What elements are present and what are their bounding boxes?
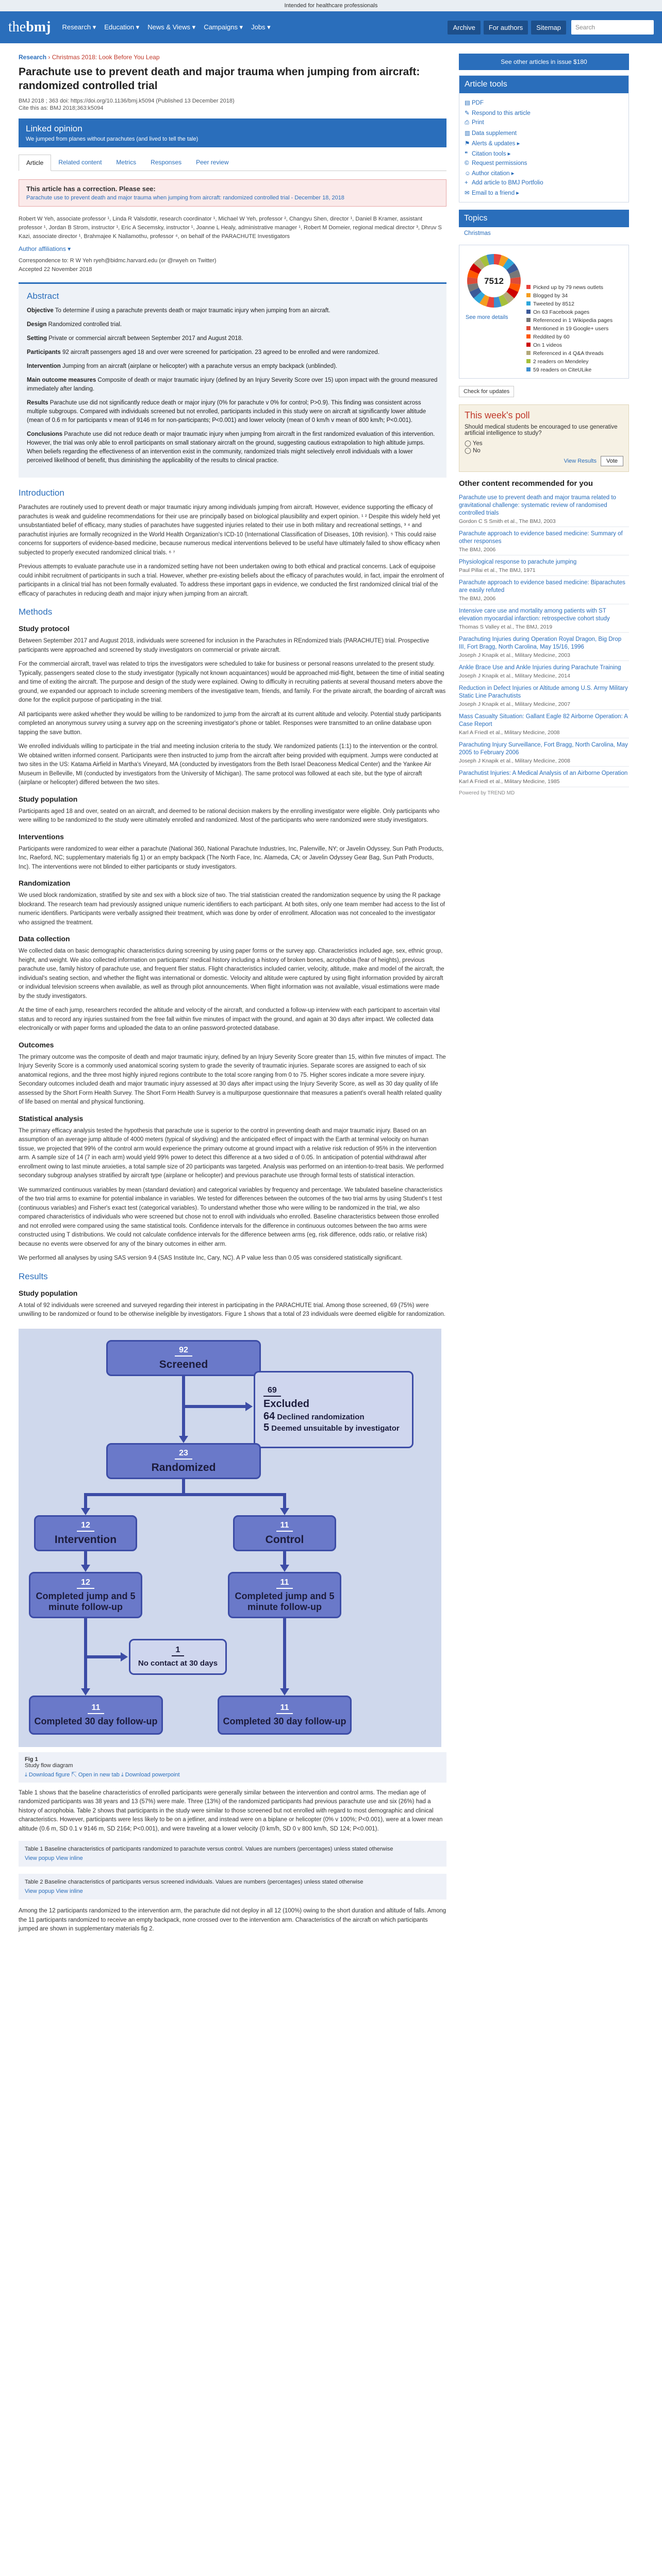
swatch (526, 367, 531, 371)
flow-connector (84, 1618, 87, 1690)
altmetric-score: 7512 (484, 276, 504, 286)
recommended-item-meta: Joseph J Knapik et al., Military Medicine, 2008 (459, 758, 629, 767)
quote-icon: ❝ (465, 151, 468, 157)
article-title: Parachute use to prevent death and major trauma when jumping from aircraft: randomized controlled trial (19, 66, 420, 92)
figure-caption: Fig 1 Study flow diagram ⤓ Download figure ⇱ Open in new tab ⤓ Download powerpoint (19, 1752, 446, 1783)
flow-arrow (81, 1565, 90, 1572)
altmetric-list (526, 283, 613, 374)
tool-portfolio[interactable]: + Add article to BMJ Portfolio (465, 180, 543, 186)
altmetric-box (459, 245, 629, 379)
methods-paragraph: The primary efficacy analysis tested the hypothesis that parachute use is superior to the control in preventing death and major traumatic injury. Based on an assumption of an average jump altitude of 4000 meters (typical of skydiving) and the anticipated effect of impact with the Earth at terminal velocity on human tissue, we projected that 99% of the control arm would experience the primary outcome at ground impact with a relative risk reduction of 95% in the intervention arm. A sample size of 14 (7 in each arm) would yield 99% power to detect this difference at a two sided α of 0.05. In anticipation of potential withdrawal after enrollment owing to last minute anxieties, a total sample size of 20 participants was targeted. Analysis was performed on an intention-to-treat basis. We performed secondary subgroup analyses stratified by aircraft type (airplane or helicopter) and previous parachute use through formal tests of statistical interaction. (19, 1127, 444, 1179)
linked-text[interactable]: We jumped from planes without parachutes (and lived to tell the tale) (26, 136, 198, 142)
outcomes-heading: Outcomes (19, 1040, 54, 1049)
nav-research[interactable]: Research ▾ (62, 23, 96, 31)
results-paragraph: Table 1 shows that the baseline characteristics of enrolled participants were generally similar between the intervention and control arms. The median age of randomized participants was 38 years and 13 (57%) were male. Three (13%) of the randomized participants had previous parachute use and six (26%) had a history of acrophobia. Table 2 shows that participants in the study were similar to those screened but not enrolled with regard to most demographic and clinical characteristics. However, participants were less likely to be on a jetliner, and instead were on a biplane or helicopter (0% v 100%; P<0.001), were at a lower mean altitude (0.6 m, SD 0.1 v 9146 m, SD 2164; P<0.001), and were traveling at a lower velocity (0 km/h, SD 0 v 800 km/h, SD 124; P<0.001). (19, 1789, 443, 1832)
abstract-setting: Setting Private or commercial aircraft between September 2017 and August 2018. (27, 335, 243, 342)
check-updates-button[interactable]: Check for updates (459, 386, 514, 397)
plus-icon: + (465, 180, 468, 186)
tab-metrics[interactable]: Metrics (116, 159, 137, 166)
poll-heading: This week's poll (465, 410, 530, 420)
flow-arrow (280, 1565, 289, 1572)
breadcrumb-issue[interactable]: Christmas 2018: Look Before You Leap (52, 54, 160, 61)
nav-campaigns[interactable]: Campaigns ▾ (204, 23, 243, 31)
tool-permissions[interactable]: © Request permissions (465, 160, 527, 166)
recommended-content (459, 479, 629, 796)
tool-alerts[interactable]: ⚑ Alerts & updates ▸ (465, 141, 520, 147)
recommended-item-meta: Karl A Friedl et al., Military Medicine, 2008 (459, 730, 629, 738)
correction-notice (19, 179, 446, 207)
methods-paragraph: We collected data on basic demographic characteristics during screening by using paper forms or the survey app. Characteristics included age, sex, ethnic group, height, and weight. We also collected information on participants' medical history including a history of broken bones, acrophobia (fear of heights), previous parachute use, family history of parachute use, and frequent flier status. Flight characteristics included carrier, velocity, altitude, make and model of the aircraft, the individual's seating section, and whether the flight was international or domestic. Velocity and altitude were captured by using flight information provided by aircraft or individual television screens when available, as well as through pilot announcements. When flight information was not available, visual estimations were made by the study investigators. (19, 948, 444, 999)
methods-paragraph: For the commercial aircraft, travel was related to trips the investigators were scheduled to take for business or personal reasons unrelated to the present study. Typically, passengers seated close to the study investigator (typically not known acquaintances) would be approached mid-flight, between the time of initial seating and time of exiting the aircraft. The purpose and design of the study were explained. Owing to difficulty in recruiting patients at several thousand meters above the ground, we expanded our approach to include screening members of the investigative team, friends, and family. For the private aircraft, the boarding of aircraft was done for the explicit purpose of participating in the trial. (19, 661, 446, 703)
altmetric-details-link[interactable]: See more details (466, 314, 508, 320)
methods-paragraph: Participants aged 18 and over, seated on an aircraft, and deemed to be rational decision makers by the enrolling investigator were eligible. Only participants who were willing to be randomized to the study were ultimately enrolled and randomized. Most of the participants who were randomized were study investigators. (19, 808, 440, 823)
breadcrumb: Research › Christmas 2018: Look Before You Leap (19, 54, 160, 61)
recommended-item-meta: The BMJ, 2006 (459, 547, 629, 555)
statistical-analysis-heading: Statistical analysis (19, 1114, 84, 1123)
flow-arrow (280, 1508, 289, 1515)
altmetric-donut[interactable] (466, 252, 522, 309)
results-heading: Results (19, 1271, 48, 1281)
altmetric-row: 2 readers on Mendeley (526, 358, 613, 366)
citation-line: BMJ 2018 ; 363 doi: https://doi.org/10.1136/bmj.k5094 (Published 13 December 2018) (19, 98, 235, 104)
flow-control-30day: 11 Completed 30 day follow-up (218, 1696, 352, 1735)
article-tools (459, 75, 629, 202)
results-paragraph: A total of 92 individuals were screened and surveyed regarding their interest in participating in the PARACHUTE trial. Among those screened, 69 (75%) were unwilling to be randomized or found to be otherwise ineligible by investigators. Figure 1 shows that a total of 23 individuals were deemed eligible for randomization. (19, 1302, 445, 1317)
accepted-date: Accepted 22 November 2018 (19, 266, 92, 273)
subscribe-button[interactable]: See other articles in issue $180 (459, 54, 629, 70)
recommended-item-meta: Gordon C S Smith et al., The BMJ, 2003 (459, 518, 629, 527)
flow-intervention-jump: 12 Completed jump and 5 minute follow-up (29, 1572, 142, 1618)
table-1-box (19, 1841, 446, 1867)
methods-paragraph: The primary outcome was the composite of death and major traumatic injury, defined by an Injury Severity Score greater than 15, within five minutes of impact. The Injury Severity Score is a commonly used anatomical scoring system to grade the severity of traumatic injuries. Separate scores are assigned to each of six anatomical regions, and the three most highly injured regions contribute to the total score ranging from 0 to 75. Higher scores indicate a more severe injury. Secondary outcomes included death and major traumatic injury assessed at 30 days after impact using the Injury Severity Score, as well as 30 day quality of life assessed by the Short Form Health Survey. The Short Form Health Survey is a multipurpose questionnaire that measures a patient's overall health related quality of life based on mental and physical functioning. (19, 1054, 446, 1105)
flow-control-jump: 11 Completed jump and 5 minute follow-up (228, 1572, 341, 1618)
altmetric-row: On 63 Facebook pages (526, 308, 613, 316)
recommended-item-meta: Karl A Friedl et al., Military Medicine, 1985 (459, 778, 629, 787)
recommended-item-title[interactable]: Parachute approach to evidence based medicine: Biparachutes are easily refuted (459, 580, 625, 594)
intro-paragraph: Previous attempts to evaluate parachute use in a randomized setting have not been undertaken owing to both ethical and practical concerns. Lack of equipoise could inhibit recruitment of participants in such a trial. However, whether pre-existing beliefs about the efficacy of parachutes would, in fact, impair the enrolment of participants in a clinical trial has not been formally evaluated. To address these important gaps in evidence, we conducted the first randomized clinical trial of the efficacy of parachutes in reducing death and major injury when jumping from an aircraft. (19, 564, 444, 597)
flow-connector (185, 1405, 246, 1408)
altmetric-row: Blogged by 34 (526, 292, 613, 300)
altmetric-row: Reddited by 60 (526, 333, 613, 341)
search-input[interactable]: Search (571, 20, 654, 35)
recommended-heading: Other content recommended for you (459, 479, 593, 488)
flag-icon: ⚑ (465, 141, 470, 147)
flow-screened: 92 Screened (106, 1340, 261, 1376)
linked-opinion-banner[interactable] (19, 118, 446, 147)
copyright-icon: © (465, 160, 469, 166)
poll-option-no[interactable]: ◯ No (465, 448, 481, 454)
introduction-heading: Introduction (19, 488, 64, 498)
recommended-item-title[interactable]: Physiological response to parachute jumping (459, 559, 577, 565)
correspondence: Correspondence to: R W Yeh ryeh@bidmc.harvard.edu (or @rwyeh on Twitter) (19, 258, 217, 264)
abstract-design: Design Randomized controlled trial. (27, 321, 122, 328)
linked-heading: Linked opinion (26, 124, 82, 133)
altmetric-row: Referenced in 1 Wikipedia pages (526, 316, 613, 325)
methods-paragraph: Between September 2017 and August 2018, individuals were screened for inclusion in the Parachutes in REndomized trials (PARACHUTE) trial. Prospective participants were approached and screened by study investigators on commercial or private aircraft. (19, 638, 429, 653)
vote-button[interactable]: Vote (601, 456, 623, 466)
article-tabs (19, 155, 446, 171)
recommended-item-title[interactable]: Parachuting Injury Surveillance, Fort Bragg, North Carolina, May 2005 to February 2006 (459, 742, 628, 756)
methods-paragraph: Participants were randomized to wear either a parachute (National 360, National Parachute Industries, Inc, Palenville, NY; or Javelin Odyssey, Sun Path Products, Inc, Raeford, NC; supplementary materials fig 1) or an empty backpack (The North Face, Inc. Alameda, CA; or Javelin Odyssey Gear Bag, Sun Path Products, Inc). The interventions were not blinded to either participants or study investigators. (19, 845, 444, 870)
flow-intervention-30day: 11 Completed 30 day follow-up (29, 1696, 163, 1735)
study-protocol-heading: Study protocol (19, 624, 70, 633)
correction-heading: This article has a correction. Please see: (26, 185, 156, 193)
table-1-caption: Table 1 Baseline characteristics of participants randomized to parachute versus control. Values are numbers (percentages) unless stated otherwise (25, 1846, 393, 1852)
flow-arrow (245, 1402, 253, 1411)
results-paragraph: Among the 12 participants randomized to the intervention arm, the parachute did not deploy in all 12 (100%) owing to the short duration and altitude of falls. Among the 11 participants randomized to receive an empty backpack, none crossed over to the intervention arm. Characteristics of the aircraft on which participants jumped are shown in supplementary materials fig 2. (19, 1908, 446, 1932)
archive-button[interactable]: Archive (448, 21, 480, 35)
breadcrumb-section[interactable]: Research (19, 54, 47, 61)
topics-heading: Topics (459, 210, 629, 227)
abstract-conclusions: Conclusions Parachute use did not reduce death or major traumatic injury when jumping from aircraft in the first randomized evaluation of this intervention. However, the trial was only able to enroll participants on small stationary aircraft on the ground, suggesting cautious extrapolation to high altitude jumps. When beliefs regarding the effectiveness of an intervention exist in the community, randomized trials might selectively enroll individuals with a lower perceived likelihood of benefit, thus diminishing the applicability of the results to clinical practice. (27, 431, 435, 464)
swatch (526, 293, 531, 297)
flow-connector (87, 1655, 121, 1658)
altmetric-row: 59 readers on CiteULike (526, 366, 613, 374)
swatch (526, 310, 531, 314)
methods-paragraph: We performed all analyses by using SAS version 9.4 (SAS Institute Inc, Cary, NC). A P value less than 0.05 was considered statistically significant. (19, 1255, 403, 1261)
tool-citation[interactable]: ❝ Citation tools ▸ (465, 151, 511, 157)
flow-no-contact: 1 No contact at 30 days (129, 1639, 227, 1675)
abstract-results: Results Parachute use did not significantly reduce death or major injury (0% for parachute v 0% for control; P>0.9). This finding was consistent across multiple subgroups. Compared with individuals screened but not enrolled, participants included in this study were on aircraft at significantly lower altitude (mean of 0.6 m for participants v mean of 9146 m for non-participants; P<0.001) and lower velocity (mean of 0 km/h v mean of 800 km/h; P<0.001). (27, 400, 426, 423)
swatch (526, 318, 531, 322)
swatch (526, 285, 531, 289)
swatch (526, 301, 531, 306)
interventions-heading: Interventions (19, 832, 64, 841)
data-icon: ▥ (465, 130, 470, 137)
study-population-heading: Study population (19, 794, 78, 803)
flow-intervention-arm: 12 Intervention (34, 1515, 137, 1551)
tab-related-content[interactable]: Related content (58, 159, 102, 166)
swatch (526, 359, 531, 363)
weekly-poll (459, 404, 629, 472)
data-collection-heading: Data collection (19, 935, 70, 943)
methods-paragraph: All participants were asked whether they would be willing to be randomized to jump from the aircraft at its current altitude and velocity. Potential study participants completed an anonymous survey using a survey app on the screening investigator's phone or tablet. Responses were transmitted to an online database upon tapping the save button. (19, 711, 441, 736)
nav-news-views[interactable]: News & Views ▾ (147, 23, 196, 31)
altmetric-row: Referenced in 4 Q&A threads (526, 349, 613, 358)
randomization-heading: Randomization (19, 879, 71, 887)
methods-paragraph: We enrolled individuals willing to participate in the trial and meeting inclusion criteria to the study. We randomized patients (1:1) to the intervention or the control. We obtained written informed consent. Participants were then instructed to jump from the aircraft after being provided with equipment. Jumps were conducted at two sites in the US: Katama Airfield in Martha's Vineyard, MA (conducted by investigators from the Beth Israel Deaconess Medical Center) and the Yankee Air Museum in Belleville, MI (conducted by investigators from the University of Michigan). The same protocol was followed at each site, but the type of aircraft (airplane or helicopter) differed between the two sites. (19, 743, 438, 786)
flow-diagram-figure (19, 1329, 441, 1747)
methods-paragraph: We used block randomization, stratified by site and sex with a block size of two. The trial statistician created the randomization sequence by using the R package blockrand. The research team had previously assigned unique numeric identifiers to each participant. At both sites, only one team member had access to the list of numeric identifiers. Participants were verbally assigned their treatment, which was done by order of enrollment. Allocation was not concealed to the investigator who assigned the treatment. (19, 892, 445, 926)
flow-connector (84, 1493, 286, 1496)
cite-as: Cite this as: BMJ 2018;363:k5094 (19, 105, 104, 111)
flow-connector (182, 1479, 185, 1495)
tool-data-supplement[interactable]: ▥ Data supplement (465, 130, 517, 137)
recommended-item-title[interactable]: Mass Casualty Situation: Gallant Eagle 82 Airborne Operation: A Case Report (459, 714, 628, 727)
intro-paragraph: Parachutes are routinely used to prevent death or major traumatic injury among individuals jumping from aircraft. However, evidence supporting the efficacy of parachutes is weak and guideline recommendations for their use are principally based on biological plausibility and expert opinion. ¹ ² Despite this widely held yet unsubstantiated belief of efficacy, many studies of parachutes have suggested injuries related to their use in both military and recreational settings, ³ ⁴ and parachutist injuries are formally recognized in the World Health Organization's ICD-10 (International Classification of Diseases, 10th revision). ⁵ This could raise concerns for supporters of evidence-based medicine, because numerous medical interventions believed to be useful have ultimately failed to show efficacy when subjected to properly executed randomized clinical trials. ⁶ ⁷ (19, 504, 440, 556)
article-main (19, 54, 446, 1939)
flow-connector (283, 1618, 286, 1690)
tool-pdf[interactable]: ▤ PDF (465, 100, 484, 106)
author-list: Robert W Yeh, associate professor ¹, Linda R Valsdottir, research coordinator ¹, Michael W Yeh, professor ², Changyu Shen, director ¹, Daniel B Kramer, assistant professor ¹, Jordan B Strom, instructor ¹, Eric A Secemsky, instructor ¹, Joanne L Healy, administrative manager ¹, Robert M Domeier, regional medical director ³, Dhruv S Kazi, associate director ¹, Brahmajee K Nallamothu, professor ⁴, on behalf of the PARACHUTE Investigators (19, 216, 442, 240)
flow-arrow (280, 1688, 289, 1696)
recommended-item-title[interactable]: Intensive care use and mortality among patients with ST elevation myocardial infarction: retrospective cohort study (459, 608, 610, 622)
altmetric-row: On 1 videos (526, 341, 613, 349)
tab-peer-review[interactable]: Peer review (196, 159, 229, 166)
trendmd-credit: Powered by TREND MD (459, 790, 515, 796)
methods-paragraph: We summarized continuous variables by mean (standard deviation) and categorical variables by frequency and percentage. We tabulated baseline characteristics of the two trial arms to examine for potential imbalance in variables. We tested for differences between the outcomes of the two trial arms by using Student's t test (continuous variables) and Fisher's exact test (categorical variables). To understand whether those who were willing to be randomized in the trial, we also compared characteristics of individuals who were screened but chose not to enroll with individuals who enrolled. Baseline characteristics between those enrolled and not enrolled were compared using the same statistical tools. Confidence intervals for the difference in continuous outcomes between the two arms were constructed using T distributions. We could not calculate confidence intervals for the difference between arms (eg, risk difference, odds ratio, or relative risk) because no events were observed for any of the binary outcomes in either arm. (19, 1187, 443, 1247)
recommended-item-title[interactable]: Reduction in Defect Injuries or Altitude among U.S. Army Military Static Line Parachutists (459, 685, 628, 699)
poll-option-yes[interactable]: ◯ Yes (465, 440, 483, 447)
swatch (526, 343, 531, 347)
tool-respond[interactable]: ✎ Respond to this article (465, 110, 531, 116)
abstract-participants: Participants 92 aircraft passengers aged 18 and over were screened for participation. 23 agreed to be enrolled and were randomized. (27, 349, 380, 355)
sidebar (459, 54, 629, 1939)
nav-education[interactable]: Education ▾ (104, 23, 140, 31)
author-affiliations-toggle[interactable]: Author affiliations ▾ (19, 245, 71, 252)
recommended-item-meta: Thomas S Valley et al., The BMJ, 2019 (459, 624, 629, 633)
bmj-logo[interactable]: thebmj (8, 19, 51, 35)
abstract-objective: Objective To determine if using a parachute prevents death or major traumatic injury when jumping from an aircraft. (27, 308, 330, 314)
altmetric-row: Mentioned in 19 Google+ users (526, 325, 613, 333)
flow-arrow (81, 1508, 90, 1515)
view-results-link[interactable]: View Results (564, 458, 597, 464)
print-icon: ⎙ (465, 120, 470, 126)
for-authors-button[interactable]: For authors (484, 21, 528, 35)
figure-download-links[interactable]: ⤓ Download figure ⇱ Open in new tab ⤓ Download powerpoint (25, 1771, 180, 1778)
recommended-item-title[interactable]: Parachutist Injuries: A Medical Analysis of an Airborne Operation (459, 770, 628, 776)
table-2-links[interactable]: View popup View inline (25, 1888, 83, 1894)
recommended-item-title[interactable]: Parachute use to prevent death and major trauma related to gravitational challenge: systematic review of randomised controlled trials (459, 495, 616, 516)
recommended-item-meta: Joseph J Knapik et al., Military Medicine, 2014 (459, 673, 629, 682)
swatch (526, 326, 531, 330)
table-1-links[interactable]: View popup View inline (25, 1855, 83, 1861)
flow-diagram (29, 1340, 431, 1742)
abstract-intervention: Intervention Jumping from an aircraft (airplane or helicopter) with a parachute versus an empty backpack (unblinded). (27, 363, 338, 369)
nav-jobs[interactable]: Jobs ▾ (251, 23, 271, 31)
swatch (526, 351, 531, 355)
mail-icon: ✉ (465, 190, 470, 196)
flow-excluded: 69 Excluded 64 Declined randomization 5 Deemed unsuitable by investigator (254, 1371, 413, 1448)
table-2-box (19, 1874, 446, 1900)
recommended-item-meta: The BMJ, 2006 (459, 596, 629, 604)
altmetric-row: Tweeted by 8512 (526, 300, 613, 308)
tool-author-citation[interactable]: ☺ Author citation ▸ (465, 171, 515, 177)
recommended-item-title[interactable]: Ankle Brace Use and Ankle Injuries during Parachute Training (459, 665, 621, 671)
article-tools-heading: Article tools (459, 76, 628, 93)
professional-notice: Intended for healthcare professionals (0, 0, 662, 11)
methods-heading: Methods (19, 607, 53, 617)
sitemap-button[interactable]: Sitemap (531, 21, 566, 35)
abstract-heading: Abstract (27, 291, 59, 301)
pdf-icon: ▤ (465, 100, 470, 106)
abstract-outcomes: Main outcome measures Composite of death or major traumatic injury (defined by an Injury Severity Score over 15) upon impact with the ground measured immediately after landing. (27, 377, 438, 392)
tool-print[interactable]: ⎙ Print (465, 120, 484, 126)
recommended-item-meta: Joseph J Knapik et al., Military Medicine, 2007 (459, 701, 629, 710)
abstract (19, 282, 446, 478)
recommended-item-meta: Paul Pillai et al., The BMJ, 1971 (459, 567, 629, 576)
swatch (526, 334, 531, 338)
flow-arrow (179, 1436, 188, 1443)
tab-article[interactable]: Article (19, 155, 51, 171)
topic-christmas[interactable]: Christmas (464, 230, 491, 236)
recommended-item-title[interactable]: Parachuting Injuries during Operation Royal Dragon, Big Drop III, Fort Bragg, North Carolina, May 15/16, 1996 (459, 636, 622, 650)
poll-question: Should medical students be encouraged to use generative artificial intelligence to study? (465, 424, 618, 436)
results-population-heading: Study population (19, 1289, 78, 1297)
flow-control-arm: 11 Control (233, 1515, 336, 1551)
correction-link[interactable]: Parachute use to prevent death and major trauma when jumping from aircraft: randomized controlled trial - December 18, 2018 (26, 195, 344, 201)
pencil-icon: ✎ (465, 110, 470, 116)
table-2-caption: Table 2 Baseline characteristics of participants versus screened individuals. Values are numbers (percentages) unless stated otherwise (25, 1879, 363, 1885)
tool-email[interactable]: ✉ Email to a friend ▸ (465, 190, 520, 196)
recommended-item-title[interactable]: Parachute approach to evidence based medicine: Summary of other responses (459, 531, 623, 545)
user-icon: ☺ (465, 171, 471, 177)
tab-responses[interactable]: Responses (151, 159, 182, 166)
recommended-item-meta: Joseph J Knapik et al., Military Medicine, 2003 (459, 652, 629, 661)
methods-paragraph: At the time of each jump, researchers recorded the altitude and velocity of the aircraft, and conducted a follow-up interview with each participant to ascertain vital status and to record any injuries sustained from the free fall within five minutes of impact with the ground, and again at 30 days after impact. We collected data electronically or with paper forms and uploaded the data to an online password-protected database. (19, 1007, 440, 1031)
flow-randomized: 23 Randomized (106, 1443, 261, 1479)
altmetric-row: Picked up by 79 news outlets (526, 283, 613, 292)
flow-arrow (121, 1652, 128, 1662)
flow-arrow (81, 1688, 90, 1696)
main-nav (0, 11, 662, 43)
